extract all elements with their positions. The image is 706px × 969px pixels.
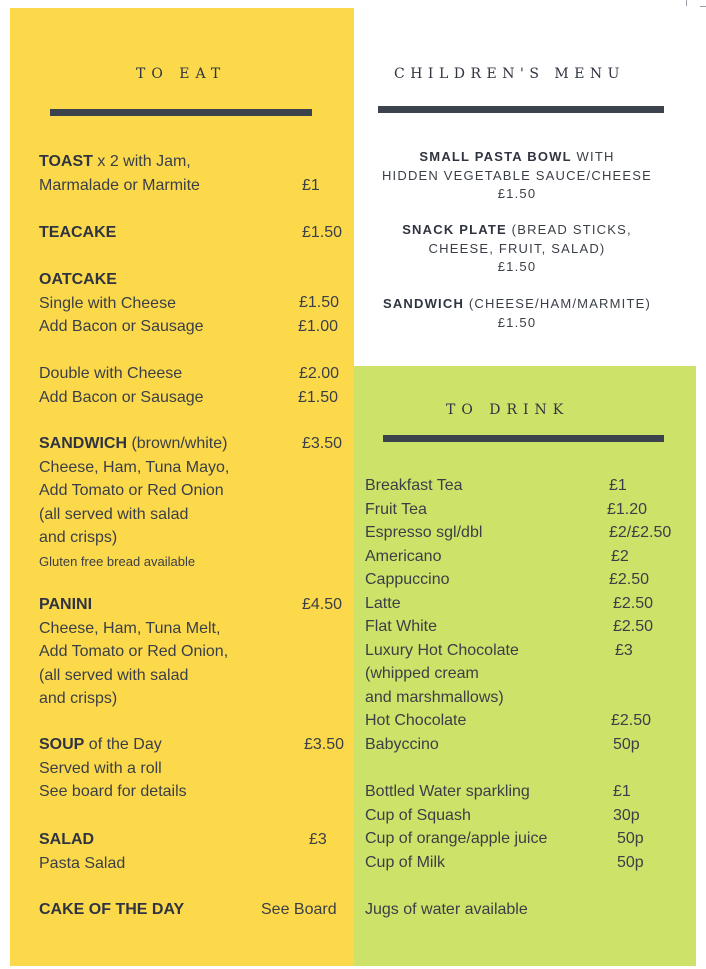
item-desc: x 2 with Jam,: [92, 153, 191, 170]
item-desc: Cheese, Ham, Tuna Melt,: [39, 619, 221, 637]
item-desc: Marmalade or Marmite: [39, 176, 200, 194]
item-price: £1.50: [497, 314, 537, 330]
item-desc: Pasta Salad: [39, 854, 126, 872]
item-desc: Cheese, Ham, Tuna Mayo,: [39, 458, 230, 476]
to-drink-heading: TO DRINK: [446, 402, 570, 418]
price-sandwich: £3.50: [302, 435, 343, 452]
item-desc: of the Day: [84, 736, 162, 753]
item-desc: and crisps): [39, 690, 118, 707]
crop-mark-right: [700, 6, 706, 7]
drink-name: Cappuccino: [365, 571, 450, 588]
price-oatcake-single: £1.50: [299, 294, 340, 311]
item-desc: Add Bacon or Sausage: [39, 388, 204, 406]
item-desc: and crisps): [39, 529, 118, 546]
water-note: Jugs of water available: [365, 901, 528, 918]
item-price: £1.50: [497, 186, 537, 201]
drink-price: £3: [615, 641, 633, 659]
item-desc: See board for details: [39, 783, 187, 800]
price-salad: £3: [309, 831, 327, 848]
price-cake: See Board: [261, 901, 337, 918]
drink-name: Hot Chocolate: [365, 712, 467, 729]
drink-name: (whipped cream: [365, 665, 479, 682]
kids-item-snack: [360, 221, 674, 277]
drink-price: 50p: [617, 830, 644, 847]
to-drink-rule: [383, 435, 664, 442]
menu-item-teacake: [39, 221, 116, 245]
drink-name: Cup of Milk: [365, 853, 446, 871]
to-eat-heading: TO EAT: [136, 66, 227, 82]
kids-item-sandwich: [360, 295, 674, 332]
item-desc: Served with a roll: [39, 759, 162, 777]
item-desc: (CHEESE/HAM/MARMITE): [464, 296, 652, 311]
drink-price: £1: [609, 477, 627, 494]
drink-price: £2.50: [609, 571, 650, 588]
menu-item-sandwich: [39, 432, 229, 573]
drink-price: £1: [613, 783, 631, 800]
drink-price: 50p: [613, 735, 640, 753]
price-soup: £3.50: [304, 736, 345, 753]
drink-price: £2: [611, 547, 629, 565]
crop-mark-top: [686, 0, 687, 6]
item-desc: HIDDEN VEGETABLE SAUCE/CHEESE: [381, 167, 653, 183]
item-title: CAKE OF THE DAY: [39, 901, 185, 918]
item-title: TOAST: [39, 153, 93, 170]
menu-item-oatcake-double: [39, 362, 204, 409]
drink-name: Cup of Squash: [365, 806, 471, 824]
drink-name: Americano: [365, 547, 442, 565]
item-title: SOUP: [39, 736, 85, 753]
price-oatcake-double: £2.00: [299, 365, 340, 382]
item-desc: (BREAD STICKS,: [506, 222, 632, 237]
item-desc: Double with Cheese: [39, 365, 183, 382]
menu-item-salad: [39, 828, 125, 875]
item-desc: Add Tomato or Red Onion,: [39, 643, 229, 660]
drink-name: Breakfast Tea: [365, 477, 463, 494]
item-title: PANINI: [39, 596, 93, 613]
item-desc: (all served with salad: [39, 505, 189, 523]
drink-name: Espresso sgl/dbl: [365, 524, 483, 541]
menu-item-panini: [39, 593, 228, 711]
to-eat-rule: [50, 109, 312, 116]
price-oatcake-double-add: £1.50: [298, 389, 339, 406]
drink-name: Latte: [365, 594, 401, 612]
item-desc: Add Tomato or Red Onion: [39, 482, 224, 499]
item-title: SMALL PASTA BOWL: [419, 149, 572, 164]
drink-price: £2/£2.50: [609, 524, 672, 541]
drink-price: 30p: [613, 806, 640, 824]
item-desc: (brown/white): [127, 435, 228, 452]
drink-name: Babyccino: [365, 735, 439, 753]
price-toast: £1: [302, 177, 320, 194]
drink-name: Bottled Water sparkling: [365, 783, 530, 800]
drink-price: 50p: [617, 853, 644, 871]
drink-name: Cup of orange/apple juice: [365, 830, 548, 847]
price-oatcake-single-add: £1.00: [298, 318, 339, 335]
item-title: SNACK PLATE: [402, 222, 507, 237]
menu-item-cake: [39, 898, 184, 922]
item-desc: (all served with salad: [39, 666, 189, 684]
item-price: £1.50: [497, 259, 537, 274]
item-title: SANDWICH: [382, 296, 465, 311]
menu-item-toast: [39, 150, 200, 197]
drink-name: Flat White: [365, 618, 438, 635]
gluten-free-note: Gluten free bread available: [39, 553, 196, 569]
item-title: OATCAKE: [39, 271, 117, 288]
drink-name: Fruit Tea: [365, 500, 427, 518]
item-desc: CHEESE, FRUIT, SALAD): [428, 240, 606, 256]
childrens-menu-heading: CHILDREN'S MENU: [394, 66, 625, 82]
drink-name: and marshmallows): [365, 688, 504, 706]
kids-item-pasta: [360, 148, 674, 204]
item-title: SALAD: [39, 831, 95, 848]
item-desc: Single with Cheese: [39, 294, 176, 312]
drink-price: £1.20: [607, 500, 648, 518]
drink-name: Luxury Hot Chocolate: [365, 641, 519, 659]
price-teacake: £1.50: [302, 224, 343, 241]
item-title: TEACAKE: [39, 224, 117, 241]
childrens-menu-rule: [378, 106, 664, 113]
drink-price: £2.50: [613, 594, 654, 612]
menu-item-soup: [39, 733, 187, 804]
item-desc: Add Bacon or Sausage: [39, 318, 204, 335]
menu-item-oatcake: [39, 268, 204, 339]
drink-price: £2.50: [611, 712, 652, 729]
item-title: SANDWICH: [39, 435, 127, 452]
price-panini: £4.50: [302, 596, 343, 613]
drink-price: £2.50: [613, 618, 654, 635]
item-desc: WITH: [571, 149, 615, 164]
